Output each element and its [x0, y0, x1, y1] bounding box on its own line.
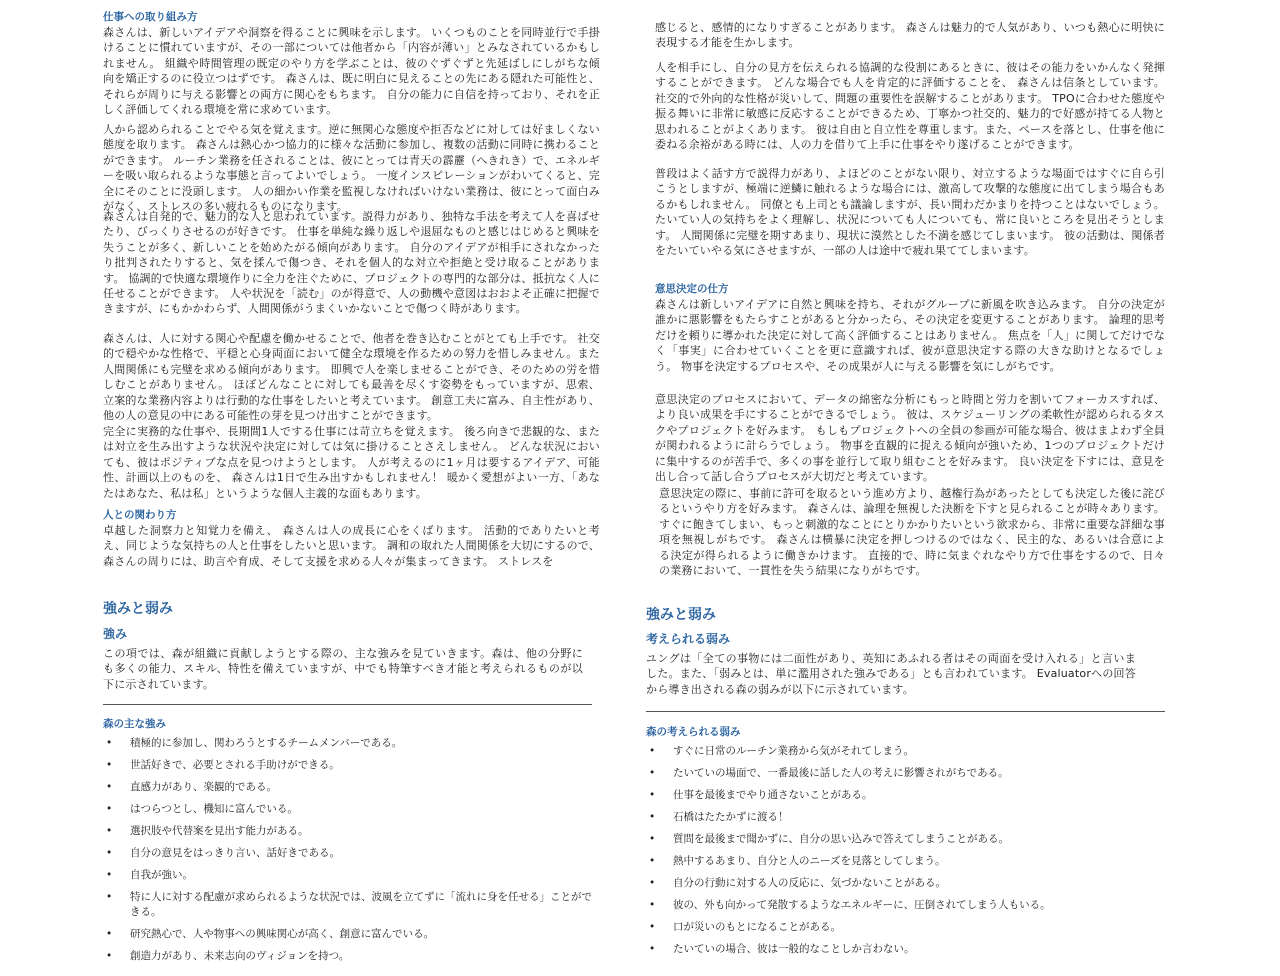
heading-main-strengths: 森の主な強み [103, 718, 166, 730]
list-item: • 積極的に参加し、関わろうとするチームメンバーである。 [103, 736, 600, 751]
list-item: • 自分の行動に対する人の反応に、気づかないことがある。 [646, 876, 1165, 891]
list-item: • 口が災いのもとになることがある。 [646, 920, 1165, 935]
list-item: • 選択肢や代替案を見出す能力がある。 [103, 824, 600, 839]
paragraph: 感じると、感情的になりすぎることがあります。 森さんは魅力的で人気があり、いつも熱心に明快に表現する才能を生かします。 [655, 21, 1165, 50]
section-heading-decision-making: 意思決定の仕方 [655, 283, 729, 295]
list-item: • 研究熱心で、人や物事への興味関心が高く、創意に富んでいる。 [103, 927, 600, 942]
list-item: • 創造力があり、未来志向のヴィジョンを持つ。 [103, 949, 600, 964]
divider [646, 711, 1165, 712]
heading-strengths-weaknesses: 強みと弱み [103, 601, 173, 617]
work-approach-section [103, 9, 600, 24]
divider [103, 704, 592, 705]
list-item: • たいていの場合、彼は一般的なことしか言わない。 [646, 942, 1165, 957]
list-item: • 石橋はたたかずに渡る！ [646, 810, 1165, 825]
weaknesses-intro: ユングは「全ての事物には二面性があり、英知にあふれる者はその両面を受け入れる」と言いました。また、「弱みとは、単に濫用された強みである」とも言われています。 Evaluatorへの回答から導き出される森の弱みが以下に示されています。 [646, 652, 1136, 696]
list-item: • 自分の意見をはっきり言い、話好きである。 [103, 846, 600, 861]
section-heading-work-approach: 仕事への取り組み方 [103, 11, 198, 23]
heading-strengths: 強み [103, 627, 128, 641]
list-item: • 彼の、外も向かって発散するようなエネルギーに、圧倒されてしまう人もいる。 [646, 898, 1165, 913]
list-item: • 特に人に対する配慮が求められるような状況では、波風を立てずに「流れに身を任せる」ことができる。 [103, 890, 600, 920]
paragraph: 人を相手にし、自分の見方を伝えられる協調的な役割にあるときに、彼はその能力をいかんなく発揮することができます。 どんな場合でも人を肯定的に評価することを、 森さんは信条としています。 社交的で外向的な性格が災いして、問題の重要性を誤解することがあります。 TPOに合わせた態度や振る舞いに非常に敏感に反応することができるため、丁寧かつ社交的、魅力的で好感が持てる人物と思われることがよくあります。 彼は自由と自立性を尊重します。また、ペースを落とし、仕事を他に委ねる余裕がある時には、人の力を借りて上手に仕事をやり遂げることができます。 [655, 61, 1165, 152]
weaknesses-list [646, 744, 1165, 964]
section-heading-relations: 人との関わり方 [103, 509, 177, 521]
paragraph: 普段はよく話す方で説得力があり、よほどのことがない限り、対立するような場面ではすぐに自ら引こうとしますが、極端に逆鱗に触れるような場合には、激高して攻撃的な態度に出てしまう場合もあるかもしれません。 同僚とも上司とも議論しますが、長い間わだかまりを持つことはないでしょう。 たいてい人の気持ちをよく理解し、状況についても人についても、常に良いところを見出そうとします。 人間関係に完璧を期すあまり、現状に漠然とした不満を感じてしまいます。 彼の活動は、関係者をたいていやる気にさせますが、一部の人は途中で疲れ果ててしまいます。 [655, 167, 1165, 258]
paragraph: 森さんは、人に対する関心や配慮を働かせることで、他者を巻き込むことがとても上手です。 社交的で穏やかな性格で、平穏と心身両面において健全な環境を作るための努力を惜しみません。また人間関係にも完璧を求める傾向があります。 即興で人を楽しませることができ、そのための労を惜しむことがありません。 ほぼどんなことに対しても最善を尽くす姿勢をもっていますが、思索、立案的な業務内容よりは行動的な仕事をしたいと考えています。 創意工夫に富み、自主性があり、他の人の意見の中にある可能性の芽を見つけ出すことができます。 [103, 332, 600, 423]
paragraph: 人から認められることでやる気を覚えます。逆に無関心な態度や拒否などに対しては好ましくない態度を取ります。 森さんは熱心かつ協力的に様々な活動に参加し、複数の活動に同時に携わることができます。 ルーチン業務を任されることは、彼にとっては青天の霹靂（へきれき）で、エネルギーを吸い取られるような事態と言ってよいでしょう。 一度インスピレーションがわいてくると、完全にそのことに没頭します。 人の細かい作業を監視しなければいけない業務は、彼にとって面白みがなく、ストレスの多い疲れるものになります。 [103, 123, 600, 214]
list-item: • すぐに日常のルーチン業務から気がそれてしまう。 [646, 744, 1165, 759]
list-item: • たいていの場面で、一番最後に話した人の考えに影響されがちである。 [646, 766, 1165, 781]
strengths-intro: この項では、森が組織に貢献しようとする際の、主な強みを見ていきます。森は、他の分野にも多くの能力、スキル、特性を備えていますが、中でも特筆すべき才能と考えられるものが以下に示されています。 [103, 647, 583, 691]
list-item: • 自我が強い。 [103, 868, 600, 883]
paragraph: 森さんは新しいアイデアに自然と興味を持ち、それがグループに新風を吹き込みます。 自分の決定が誰かに悪影響をもたらすことがあると分かったら、その決定を変更することがあります。 論理的思考だけを頼りに導かれた決定に対して高く評価することはありません。 焦点を「人」に関してだけでなく「事実」に合わせていくことを更に意識すれば、彼が意思決定する際の大きな助けとなるでしょう。 物事を決定するプロセスや、その成果が人に与える影響を気にしがちです。 [655, 298, 1165, 373]
heading-possible-weaknesses-list: 森の考えられる弱み [646, 726, 741, 738]
list-item: • 仕事を最後までやり通さないことがある。 [646, 788, 1165, 803]
strengths-list [103, 736, 600, 971]
list-item: • 質問を最後まで聞かずに、自分の思い込みで答えてしまうことがある。 [646, 832, 1165, 847]
list-item: • 世話好きで、必要とされる手助けができる。 [103, 758, 600, 773]
heading-possible-weaknesses: 考えられる弱み [646, 632, 731, 646]
paragraph: 森さんは自発的で、魅力的な人と思われています。説得力があり、独特な手法を考えて人を喜ばせたり、びっくりさせるのが好きです。 仕事を単純な繰り返しや退屈なものと感じはじめると興味を失うことが多く、新しいことを始めたがる傾向があります。 自分のアイデアが相手にされなかったり批判されたりすると、気を揉んで傷つき、それを個人的な対立や拒絶と受け取ることがあります。 協調的で快適な環境作りに全力を注ぐために、プロジェクトの専門的な部分は、抵抗なく人に任せることができます。 人や状況を「読む」のが得意で、人の動機や意図はおおよそ正確に把握できますが、にもかかわらず、人間関係がうまくいかないことで傷つく時があります。 [103, 210, 600, 316]
paragraph: 森さんは、新しいアイデアや洞察を得ることに興味を示します。 いくつものことを同時並行で手掛けることに慣れていますが、その一部については他者から「内容が薄い」とみなされているかもしれません。 組織や時間管理の既定のやり方を学ぶことは、彼のぐずぐずと先延ばしにしがちな傾向を矯正するのに役立つはずです。 森さんは、既に明白に見えることの先にある隠れた可能性と、それらが周りに与える影響との両方に関心をもちます。 自分の能力に自信を持っており、それを正しく評価してくれる環境を常に求めています。 [103, 26, 600, 117]
list-item: • はつらつとし、機知に富んでいる。 [103, 802, 600, 817]
list-item: • 直感力があり、楽観的である。 [103, 780, 600, 795]
paragraph: 意思決定の際に、事前に許可を取るという進め方より、越権行為があったとしても決定した後に詫びるというやり方を好みます。 森さんは、論理を無視した決断を下すと見られることが時々あります。 すぐに飽きてしまい、もっと刺激的なことにとりかかりたいという欲求から、非常に重要な詳細な事項を無視しがちです。 森さんは横暴に決定を押しつけるのではなく、民主的な、あるいは合意による決定が得られるように働きかけます。 直接的で、時に気まぐれなやり方で仕事をするので、日々の業務において、一貫性を失う結果になりがちです。 [659, 487, 1165, 578]
heading-strengths-weaknesses: 強みと弱み [646, 607, 716, 623]
paragraph: 完全に実務的な仕事や、長期間1人でする仕事には苛立ちを覚えます。 後ろ向きで悲観的な、または対立を生み出すような状況や決定に対しては気に掛けることさえしません。 どんな状況においても、彼はポジティブな点を見つけようとします。 人が考えるのに1ヶ月は要するアイデア、可能性、計画以上のものを、 森さんは1日で生み出すかもしれません！ 暖かく愛想がよい一方、「あなたはあなた、私は私」というような個人主義的な面もあります。 [103, 425, 600, 500]
paragraph: 卓越した洞察力と知覚力を備え、 森さんは人の成長に心をくばります。 活動的でありたいと考え、同じような気持ちの人と仕事をしたいと思います。 調和の取れた人間関係を大切にするので、 森さんの周りには、助言や育成、そして支援を求める人々が集まってきます。 ストレスを [103, 524, 600, 568]
paragraph: 意思決定のプロセスにおいて、データの綿密な分析にもっと時間と労力を割いてフォーカスすれば、より良い成果を手にすることができるでしょう。 彼は、スケジューリングの柔軟性が認められるタスクやプロジェクトを好みます。 もしもプロジェクトへの全員の参画が可能な場合、彼はまよわず全員が関われるように計らうでしょう。 物事を直観的に捉える傾向が強いため、1つのプロジェクトだけに集中するのが苦手で、多くの事を並行して取り組むことを好みます。 良い決定を下すには、意見を出し合って話し合うプロセスが大切だと考えています。 [655, 393, 1165, 484]
list-item: • 熱中するあまり、自分と人のニーズを見落としてしまう。 [646, 854, 1165, 869]
